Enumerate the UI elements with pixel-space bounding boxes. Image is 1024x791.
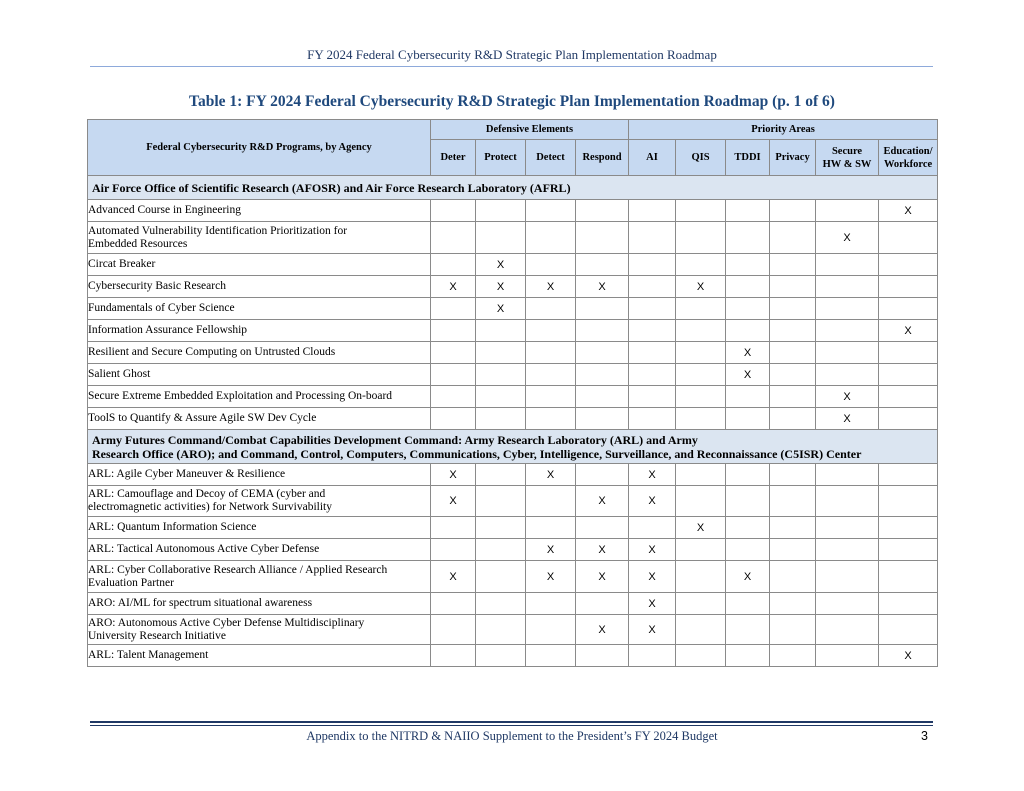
mark-cell <box>629 276 676 298</box>
mark-cell: X <box>629 593 676 615</box>
table-row <box>88 593 938 615</box>
mark-cell <box>879 517 938 539</box>
column-header <box>629 140 676 176</box>
mark-cell <box>576 298 629 320</box>
column-header <box>770 140 816 176</box>
mark-cell: X <box>431 276 476 298</box>
footer-divider-thin <box>90 725 933 726</box>
mark-cell: X <box>816 408 879 430</box>
table-row <box>88 200 938 222</box>
mark-cell <box>770 486 816 517</box>
mark-cell <box>676 539 726 561</box>
table-row <box>88 645 938 667</box>
program-name <box>88 593 431 615</box>
mark-cell <box>676 593 726 615</box>
mark-cell <box>431 408 476 430</box>
program-name-line: University Research Initiative <box>88 629 226 642</box>
mark-cell: X <box>726 561 770 593</box>
mark-cell <box>879 364 938 386</box>
mark-cell <box>816 517 879 539</box>
mark-cell <box>576 364 629 386</box>
mark-cell <box>576 645 629 667</box>
program-name <box>88 464 431 486</box>
column-header-line: HW & SW <box>822 158 872 170</box>
table-row <box>88 386 938 408</box>
column-header-line: Secure <box>831 145 863 157</box>
mark-cell <box>431 320 476 342</box>
mark-cell <box>476 517 526 539</box>
mark-cell <box>879 298 938 320</box>
column-header <box>676 140 726 176</box>
program-name-line: ARL: Tactical Autonomous Active Cyber Defense <box>88 543 320 555</box>
mark-cell <box>676 615 726 645</box>
mark-cell <box>816 615 879 645</box>
mark-cell <box>629 320 676 342</box>
mark-cell <box>770 408 816 430</box>
mark-cell <box>770 464 816 486</box>
mark-cell <box>770 645 816 667</box>
mark-cell <box>526 486 576 517</box>
mark-cell <box>676 254 726 276</box>
mark-cell <box>629 222 676 254</box>
mark-cell: X <box>726 342 770 364</box>
mark-cell <box>676 364 726 386</box>
mark-cell <box>476 539 526 561</box>
mark-cell <box>476 645 526 667</box>
roadmap-table <box>87 119 938 667</box>
program-name-line: ARL: Talent Management <box>88 649 209 661</box>
mark-cell <box>576 593 629 615</box>
footer-divider <box>90 721 933 723</box>
mark-cell <box>431 615 476 645</box>
program-name-line: ARL: Cyber Collaborative Research Alliance / Applied Research <box>88 563 388 576</box>
column-header-line: Deter <box>440 152 466 163</box>
table-row <box>88 517 938 539</box>
page-number: 3 <box>921 729 928 743</box>
program-name-line: ToolS to Quantify & Assure Agile SW Dev Cycle <box>88 412 317 424</box>
mark-cell <box>676 342 726 364</box>
mark-cell <box>879 342 938 364</box>
program-name-line: Secure Extreme Embedded Exploitation and Processing On-board <box>88 390 393 402</box>
programs-column-header: Federal Cybersecurity R&D Programs, by Agency <box>88 120 431 176</box>
program-name <box>88 539 431 561</box>
program-name <box>88 254 431 276</box>
column-header-line: QIS <box>691 152 710 163</box>
program-name-line: ARL: Camouflage and Decoy of CEMA (cyber and <box>88 488 326 500</box>
mark-cell <box>726 200 770 222</box>
mark-cell <box>476 320 526 342</box>
mark-cell <box>576 517 629 539</box>
mark-cell <box>526 200 576 222</box>
mark-cell <box>629 386 676 408</box>
mark-cell: X <box>476 298 526 320</box>
mark-cell <box>431 222 476 254</box>
mark-cell <box>526 615 576 645</box>
mark-cell <box>726 408 770 430</box>
mark-cell <box>770 593 816 615</box>
mark-cell <box>770 200 816 222</box>
agency-name-line: Research Office (ARO); and Command, Control, Computers, Communications, Cyber, Intelligence, Surveillance, and Reconnaissance (C5ISR) Center <box>92 446 862 461</box>
mark-cell: X <box>629 539 676 561</box>
program-name-line: ARL: Quantum Information Science <box>88 521 257 533</box>
mark-cell <box>526 386 576 408</box>
mark-cell <box>526 222 576 254</box>
program-name-line: Evaluation Partner <box>88 576 174 589</box>
mark-cell <box>431 593 476 615</box>
program-name-line: ARO: Autonomous Active Cyber Defense Multidisciplinary <box>88 616 365 629</box>
agency-name-line: Army Futures Command/Combat Capabilities Development Command: Army Research Laboratory (ARL) and Army <box>92 432 698 447</box>
mark-cell <box>526 645 576 667</box>
program-name-line: Automated Vulnerability Identification Prioritization for <box>88 224 348 237</box>
program-name <box>88 386 431 408</box>
mark-cell <box>629 645 676 667</box>
mark-cell <box>629 408 676 430</box>
mark-cell <box>726 298 770 320</box>
mark-cell <box>431 386 476 408</box>
column-header <box>879 140 938 176</box>
column-header <box>526 140 576 176</box>
mark-cell <box>476 342 526 364</box>
mark-cell: X <box>879 645 938 667</box>
mark-cell <box>629 200 676 222</box>
mark-cell <box>816 342 879 364</box>
mark-cell: X <box>476 254 526 276</box>
column-header-line: Detect <box>536 152 565 163</box>
mark-cell <box>676 645 726 667</box>
mark-cell <box>726 539 770 561</box>
program-name-line: Salient Ghost <box>88 368 151 380</box>
program-name <box>88 615 431 645</box>
table-row <box>88 222 938 254</box>
mark-cell <box>431 342 476 364</box>
agency-name <box>88 176 938 200</box>
mark-cell <box>770 222 816 254</box>
program-name <box>88 561 431 593</box>
mark-cell: X <box>879 320 938 342</box>
mark-cell <box>879 408 938 430</box>
mark-cell <box>476 593 526 615</box>
mark-cell <box>576 200 629 222</box>
program-name-line: ARO: AI/ML for spectrum situational awareness <box>88 597 313 609</box>
mark-cell <box>816 645 879 667</box>
agency-name <box>88 430 938 464</box>
agency-row <box>88 176 938 200</box>
column-header-line: AI <box>646 152 658 163</box>
mark-cell <box>816 298 879 320</box>
program-name-line: Advanced Course in Engineering <box>88 204 241 216</box>
program-name <box>88 486 431 517</box>
mark-cell <box>576 386 629 408</box>
mark-cell <box>476 386 526 408</box>
mark-cell <box>879 386 938 408</box>
column-header <box>726 140 770 176</box>
program-name-line: Embedded Resources <box>88 237 188 250</box>
mark-cell: X <box>431 464 476 486</box>
mark-cell <box>676 464 726 486</box>
table-row <box>88 298 938 320</box>
mark-cell <box>726 254 770 276</box>
column-header-line: Workforce <box>883 158 933 170</box>
program-name <box>88 200 431 222</box>
mark-cell <box>726 386 770 408</box>
column-header <box>476 140 526 176</box>
mark-cell <box>770 386 816 408</box>
mark-cell <box>476 486 526 517</box>
mark-cell <box>676 222 726 254</box>
mark-cell <box>576 464 629 486</box>
mark-cell <box>576 320 629 342</box>
table-row <box>88 342 938 364</box>
mark-cell <box>676 386 726 408</box>
mark-cell: X <box>476 276 526 298</box>
mark-cell: X <box>526 464 576 486</box>
program-name-line: Circat Breaker <box>88 258 156 270</box>
mark-cell <box>879 593 938 615</box>
program-name <box>88 320 431 342</box>
mark-cell <box>431 645 476 667</box>
program-name-line: Cybersecurity Basic Research <box>88 280 226 292</box>
mark-cell <box>676 486 726 517</box>
column-header-line: Education/ <box>883 145 933 157</box>
column-header-line: Respond <box>582 152 622 163</box>
mark-cell <box>676 298 726 320</box>
mark-cell <box>576 254 629 276</box>
header-divider <box>90 66 933 67</box>
mark-cell <box>816 364 879 386</box>
mark-cell <box>816 200 879 222</box>
defensive-elements-header: Defensive Elements <box>431 120 629 140</box>
mark-cell: X <box>526 276 576 298</box>
mark-cell <box>726 645 770 667</box>
mark-cell: X <box>576 276 629 298</box>
mark-cell <box>526 517 576 539</box>
table-row <box>88 276 938 298</box>
mark-cell <box>770 615 816 645</box>
mark-cell <box>879 464 938 486</box>
mark-cell: X <box>816 386 879 408</box>
program-name <box>88 517 431 539</box>
mark-cell <box>526 593 576 615</box>
mark-cell <box>816 254 879 276</box>
mark-cell <box>879 539 938 561</box>
mark-cell <box>770 298 816 320</box>
priority-areas-header: Priority Areas <box>629 120 938 140</box>
program-name-line: electromagnetic activities) for Network Survivability <box>88 501 332 513</box>
column-header <box>816 140 879 176</box>
mark-cell <box>770 517 816 539</box>
mark-cell <box>726 517 770 539</box>
program-name-line: Fundamentals of Cyber Science <box>88 302 235 314</box>
table-row <box>88 408 938 430</box>
mark-cell <box>816 276 879 298</box>
program-name <box>88 342 431 364</box>
table-title: Table 1: FY 2024 Federal Cybersecurity R&D Strategic Plan Implementation Roadmap (p. 1 of 6) <box>189 93 835 110</box>
mark-cell <box>770 276 816 298</box>
mark-cell <box>816 561 879 593</box>
mark-cell <box>770 342 816 364</box>
mark-cell <box>476 200 526 222</box>
mark-cell <box>676 408 726 430</box>
mark-cell <box>431 364 476 386</box>
mark-cell <box>879 254 938 276</box>
table-row <box>88 561 938 593</box>
mark-cell <box>526 342 576 364</box>
mark-cell <box>726 320 770 342</box>
mark-cell <box>431 517 476 539</box>
mark-cell: X <box>576 561 629 593</box>
program-name-line: ARL: Agile Cyber Maneuver & Resilience <box>88 468 286 480</box>
program-name <box>88 298 431 320</box>
footer-text: Appendix to the NITRD & NAIIO Supplement to the President’s FY 2024 Budget <box>306 729 718 743</box>
mark-cell: X <box>431 486 476 517</box>
mark-cell <box>476 464 526 486</box>
column-header-line: Privacy <box>775 152 810 163</box>
mark-cell: X <box>629 486 676 517</box>
mark-cell: X <box>576 486 629 517</box>
mark-cell <box>770 320 816 342</box>
mark-cell <box>676 320 726 342</box>
program-name <box>88 364 431 386</box>
program-name-line: Resilient and Secure Computing on Untrusted Clouds <box>88 346 336 358</box>
mark-cell <box>526 408 576 430</box>
column-header-line: Protect <box>484 152 517 163</box>
mark-cell <box>629 342 676 364</box>
mark-cell <box>431 200 476 222</box>
mark-cell <box>879 276 938 298</box>
mark-cell <box>526 364 576 386</box>
mark-cell <box>770 364 816 386</box>
column-header-line: TDDI <box>734 152 761 163</box>
mark-cell <box>526 320 576 342</box>
mark-cell <box>726 222 770 254</box>
mark-cell <box>629 364 676 386</box>
mark-cell <box>879 561 938 593</box>
mark-cell <box>629 517 676 539</box>
mark-cell <box>770 254 816 276</box>
mark-cell <box>770 539 816 561</box>
mark-cell <box>476 615 526 645</box>
mark-cell: X <box>629 561 676 593</box>
mark-cell <box>431 539 476 561</box>
mark-cell: X <box>726 364 770 386</box>
mark-cell <box>476 222 526 254</box>
mark-cell <box>770 561 816 593</box>
column-header <box>576 140 629 176</box>
mark-cell <box>476 408 526 430</box>
table-row <box>88 254 938 276</box>
mark-cell <box>526 254 576 276</box>
mark-cell <box>726 593 770 615</box>
mark-cell <box>431 254 476 276</box>
mark-cell: X <box>576 615 629 645</box>
mark-cell: X <box>816 222 879 254</box>
program-name <box>88 645 431 667</box>
mark-cell <box>879 486 938 517</box>
mark-cell: X <box>629 464 676 486</box>
mark-cell <box>816 320 879 342</box>
mark-cell: X <box>676 276 726 298</box>
mark-cell <box>629 298 676 320</box>
mark-cell <box>576 222 629 254</box>
mark-cell <box>476 561 526 593</box>
program-name <box>88 408 431 430</box>
table-row <box>88 364 938 386</box>
mark-cell: X <box>879 200 938 222</box>
mark-cell <box>879 615 938 645</box>
program-name <box>88 276 431 298</box>
mark-cell <box>726 464 770 486</box>
program-name <box>88 222 431 254</box>
program-name-line: Information Assurance Fellowship <box>88 324 248 336</box>
mark-cell <box>726 276 770 298</box>
running-header: FY 2024 Federal Cybersecurity R&D Strategic Plan Implementation Roadmap <box>307 47 717 62</box>
mark-cell <box>816 539 879 561</box>
mark-cell <box>726 486 770 517</box>
mark-cell <box>816 593 879 615</box>
mark-cell <box>576 342 629 364</box>
column-header <box>431 140 476 176</box>
mark-cell: X <box>629 615 676 645</box>
mark-cell <box>676 200 726 222</box>
agency-name-line: Air Force Office of Scientific Research (AFOSR) and Air Force Research Laboratory (AFRL) <box>92 180 571 195</box>
mark-cell <box>476 364 526 386</box>
mark-cell <box>676 561 726 593</box>
mark-cell <box>879 222 938 254</box>
mark-cell <box>726 615 770 645</box>
table-row <box>88 539 938 561</box>
mark-cell <box>816 486 879 517</box>
mark-cell <box>816 464 879 486</box>
table-row <box>88 320 938 342</box>
mark-cell: X <box>526 561 576 593</box>
mark-cell: X <box>676 517 726 539</box>
mark-cell <box>629 254 676 276</box>
agency-row <box>88 430 938 464</box>
mark-cell <box>526 298 576 320</box>
table-row <box>88 486 938 517</box>
mark-cell: X <box>526 539 576 561</box>
table-row <box>88 464 938 486</box>
mark-cell: X <box>431 561 476 593</box>
mark-cell <box>431 298 476 320</box>
mark-cell: X <box>576 539 629 561</box>
table-row <box>88 615 938 645</box>
mark-cell <box>576 408 629 430</box>
